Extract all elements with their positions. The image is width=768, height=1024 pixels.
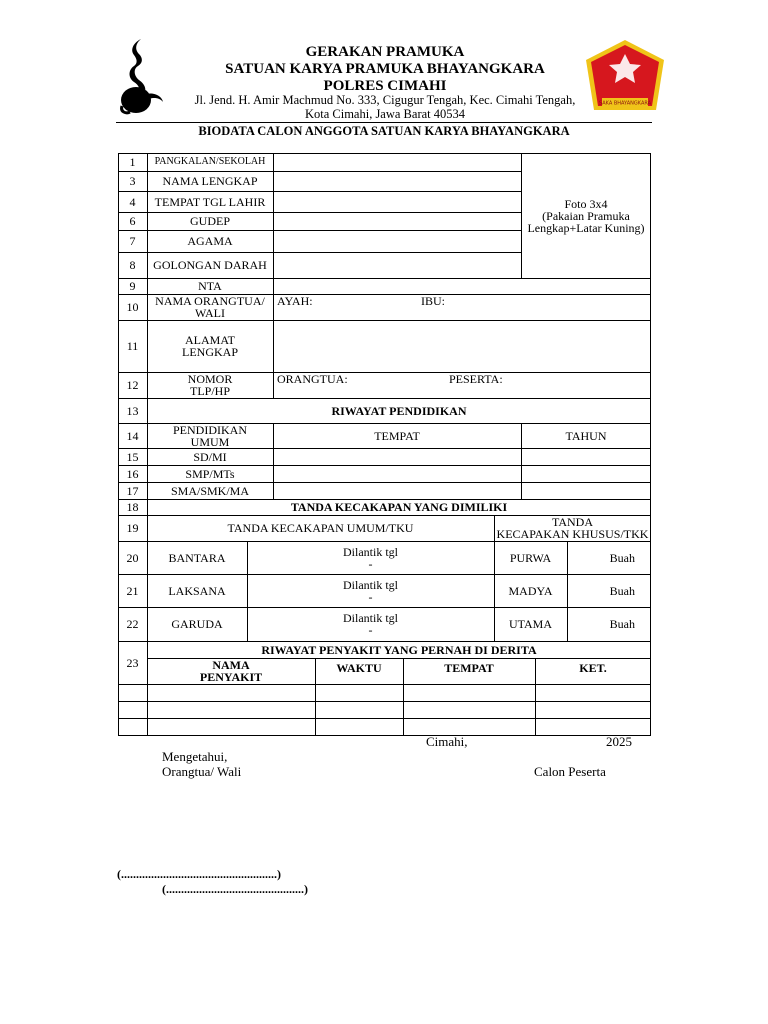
mengetahui-label: Mengetahui, [162, 749, 228, 764]
row-number: 7 [129, 234, 136, 248]
photo-box [522, 154, 650, 278]
dilantik-label: Dilantik tgl [343, 611, 398, 625]
label-line: UMUM [190, 434, 230, 449]
document-title: BIODATA CALON ANGGOTA SATUAN KARYA BHAYANGKARA [198, 124, 570, 138]
row-number: 3 [129, 174, 136, 188]
section-tanda-kecakapan: TANDA KECAKAPAN YANG DIMILIKI [290, 500, 508, 514]
header-address-1: Jl. Jend. H. Amir Machmud No. 333, Cigugur Tengah, Kec. Cimahi Tengah, [194, 93, 576, 107]
label-utama: UTAMA [508, 617, 553, 631]
biodata-form [118, 153, 651, 736]
row-number: 19 [126, 521, 139, 535]
header-address-2: Kota Cimahi, Jawa Barat 40534 [304, 107, 466, 121]
col-header-tku: TANDA KECAKAPAN UMUM/TKU [227, 521, 414, 535]
label-pendidikan-umum [147, 423, 273, 448]
label-agama: AGAMA [187, 234, 233, 248]
row-number: 12 [126, 378, 139, 392]
row-number: 18 [126, 500, 139, 514]
input-telp-orangtua[interactable] [274, 373, 447, 397]
input-telp-peserta[interactable] [446, 373, 649, 397]
orangtua-wali-label: Orangtua/ Wali [162, 764, 242, 779]
photo-line: (Pakaian Pramuka [542, 209, 630, 223]
header-line-3: POLRES CIMAHI [323, 78, 447, 94]
label-line: NAMA ORANGTUA/ [155, 294, 265, 308]
col-header-tempat-penyakit: TEMPAT [444, 661, 494, 675]
label-nta: NTA [198, 279, 222, 293]
section-riwayat-pendidikan: RIWAYAT PENDIDIKAN [331, 403, 467, 418]
col-header-tkk [494, 515, 651, 541]
dilantik-laksana [247, 574, 494, 607]
label-sd: SD/MI [193, 449, 227, 464]
buah-utama: Buah [609, 617, 635, 631]
label-bantara: BANTARA [168, 550, 226, 565]
section-riwayat-penyakit: RIWAYAT PENYAKIT YANG PERNAH DI DERITA [261, 642, 537, 657]
calon-peserta-label: Calon Peserta [534, 764, 606, 779]
label-nomor-tlp [147, 372, 273, 398]
input-alamat[interactable] [274, 321, 650, 372]
row-number: 9 [129, 279, 136, 293]
label-line: KECAPAKAN KHUSUS/TKK [496, 527, 649, 541]
signature-line-right: (..............................................) [162, 882, 308, 896]
ayah-label: AYAH: [277, 294, 313, 308]
photo-line: Lengkap+Latar Kuning) [527, 221, 645, 235]
input-gudep[interactable] [274, 213, 520, 230]
col-header-tempat: TEMPAT [374, 428, 420, 443]
label-sma: SMA/SMK/MA [170, 483, 250, 498]
row-number: 14 [126, 428, 139, 443]
ibu-label: IBU: [421, 294, 445, 308]
signature-year: 2025 [606, 734, 632, 749]
label-laksana: LAKSANA [168, 583, 226, 598]
buah-purwa: Buah [609, 550, 635, 565]
row-number: 10 [126, 300, 139, 314]
row-number: 11 [126, 339, 139, 353]
peserta-label: PESERTA: [449, 372, 503, 386]
dilantik-label: Dilantik tgl [343, 577, 398, 592]
label-line: NOMOR [187, 372, 233, 386]
row-number: 4 [129, 194, 136, 209]
label-alamat-lengkap [147, 320, 273, 372]
pramuka-logo [116, 36, 166, 116]
row-number: 21 [126, 583, 139, 598]
row-number: 23 [126, 655, 139, 670]
row-number: 16 [126, 466, 139, 481]
label-pangkalan: PANGKALAN/SEKOLAH [154, 156, 266, 167]
label-purwa: PURWA [509, 550, 552, 565]
signature-line-left: (....................................................) [117, 867, 281, 881]
dilantik-dash: - [368, 623, 373, 637]
input-nama-lengkap[interactable] [274, 172, 520, 191]
row-number: 1 [129, 155, 136, 169]
input-ayah[interactable] [274, 295, 417, 319]
header-line-1: GERAKAN PRAMUKA [305, 44, 465, 60]
col-header-ket: KET. [579, 661, 607, 675]
input-ibu[interactable] [418, 295, 650, 319]
col-header-nama-penyakit [147, 658, 315, 684]
input-tempat-tgl-lahir[interactable] [274, 192, 520, 212]
input-pangkalan[interactable] [274, 154, 520, 171]
label-smp: SMP/MTs [185, 466, 235, 481]
row-number: 22 [126, 617, 139, 631]
col-header-waktu: WAKTU [336, 661, 382, 675]
row-number: 15 [126, 449, 139, 464]
row-number: 17 [126, 483, 139, 498]
label-gudep: GUDEP [189, 214, 230, 228]
logo-text: SAKA BHAYANGKARA [598, 100, 652, 107]
input-golongan-darah[interactable] [274, 253, 520, 278]
label-line: ALAMAT [185, 333, 235, 347]
label-line: PENYAKIT [199, 670, 263, 684]
photo-line: Foto 3x4 [564, 197, 608, 211]
label-line: NAMA [212, 658, 250, 672]
label-line: PENDIDIKAN [173, 422, 247, 437]
row-number: 20 [126, 550, 139, 565]
dilantik-bantara [247, 541, 494, 574]
row-number: 8 [129, 258, 136, 272]
label-golongan-darah: GOLONGAN DARAH [153, 258, 267, 272]
dilantik-dash: - [368, 589, 373, 604]
orangtua-label: ORANGTUA: [277, 372, 348, 386]
signature-place: Cimahi, [426, 734, 468, 749]
dilantik-label: Dilantik tgl [343, 544, 398, 559]
label-line: TLP/HP [189, 384, 230, 398]
label-nama-orangtua [147, 294, 273, 320]
header-line-2: SATUAN KARYA PRAMUKA BHAYANGKARA [225, 61, 545, 77]
input-nta[interactable] [274, 279, 650, 294]
label-nama-lengkap: NAMA LENGKAP [162, 174, 258, 188]
dilantik-garuda [247, 607, 494, 641]
label-tempat-tgl-lahir: TEMPAT TGL LAHIR [154, 194, 266, 209]
label-garuda: GARUDA [171, 617, 223, 631]
label-line: TANDA [551, 515, 594, 529]
label-line: WALI [195, 306, 225, 320]
label-line: LENGKAP [182, 345, 238, 359]
dilantik-dash: - [368, 556, 373, 571]
buah-madya: Buah [609, 583, 635, 598]
label-madya: MADYA [508, 583, 553, 598]
input-agama[interactable] [274, 231, 520, 252]
row-number: 13 [126, 403, 139, 418]
col-header-tahun: TAHUN [565, 428, 607, 443]
row-number: 6 [129, 214, 136, 228]
